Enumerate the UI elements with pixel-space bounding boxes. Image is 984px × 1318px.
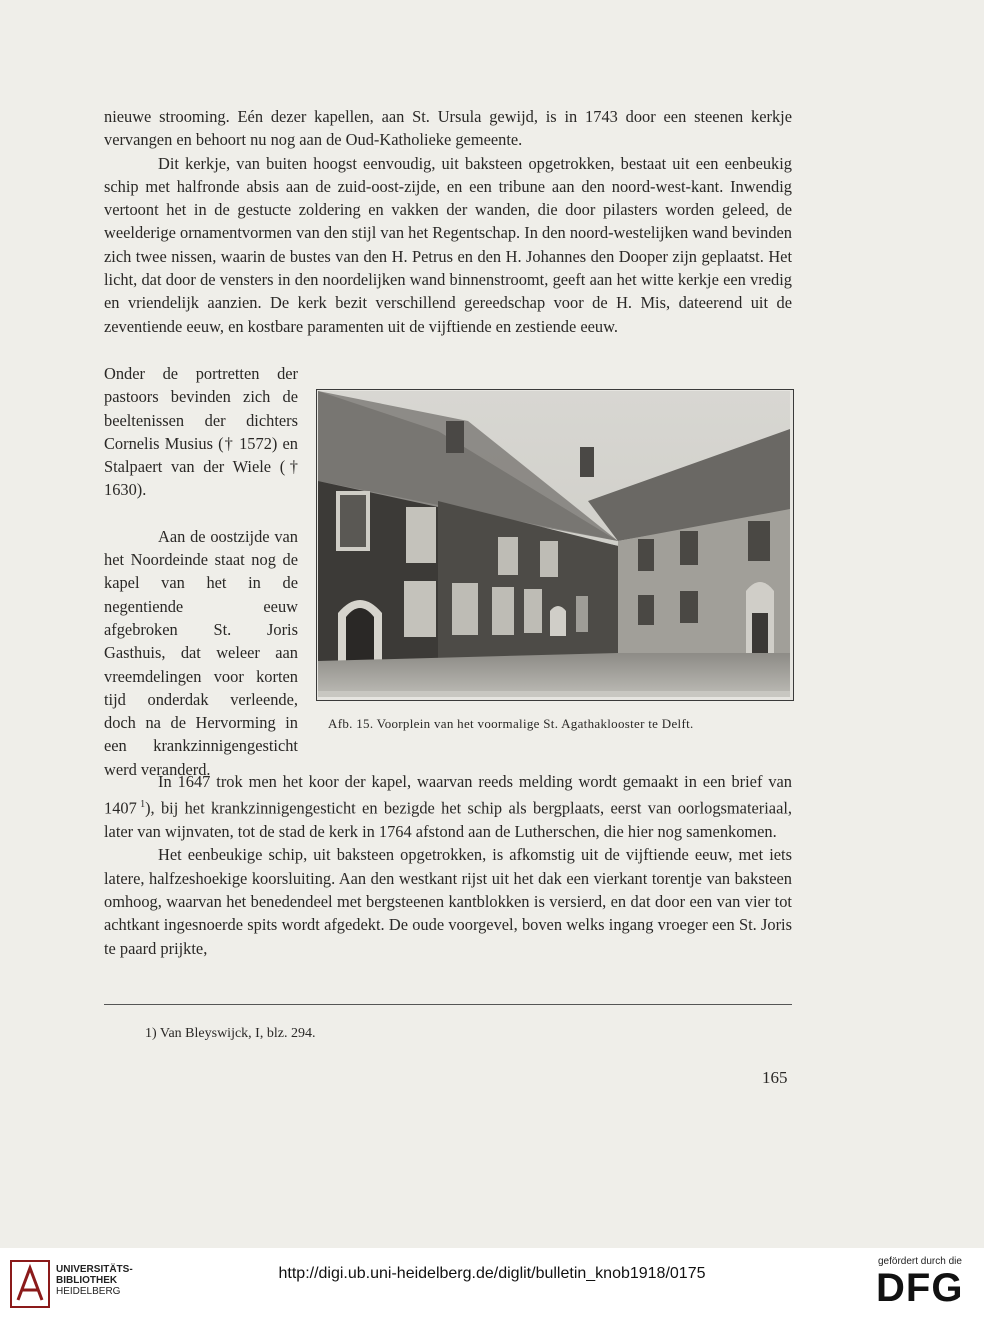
side-paragraph-1: Onder de portretten der pastoors bevinden zich de beeltenissen der dichters Cornelis Musius († 1572) en Stalpaert van der Wiele († 1630). <box>104 364 298 500</box>
source-url-link[interactable]: http://digi.ub.uni-heidelberg.de/diglit/bulletin_knob1918/0175 <box>278 1265 706 1282</box>
text-block-bottom <box>104 770 792 960</box>
footer-bar <box>0 1248 984 1318</box>
paragraph-3 <box>104 770 792 843</box>
page-number: 165 <box>762 1068 788 1087</box>
funded-by-label: gefördert durch die <box>878 1256 962 1267</box>
library-line-2: BIBLIOTHEK <box>56 1275 118 1286</box>
footnote: 1) Van Bleyswijck, I, blz. 294. <box>145 1026 316 1041</box>
paragraph-3-end: ), bij het krankzinnigengesticht en bezigde het schip als bergplaats, eerst van oorlogsmateriaal, later van wijnvaten, tot de stad de kerk in 1764 afstond aan de Lutherschen, die hier nog samenkomen. <box>104 798 792 842</box>
library-line-3: HEIDELBERG <box>56 1286 121 1297</box>
paragraph-4: Het eenbeukige schip, uit baksteen opgetrokken, is afkomstig uit de vijftiende eeuw, met iets latere, halfzeshoekige koorsluiting. Aan den westkant rijst uit het dak een vierkant torentje van baksteen omhoog, waarvan het benedendeel met bergsteenen kantblokken is versierd, en dat door een van vier tot achtkant ingesnoerde spits wordt afgedekt. De oude voorgevel, boven welks ingang vroeger een St. Joris te paard prijkte, <box>104 845 792 958</box>
figure-caption: Afb. 15. Voorplein van het voormalige St. Agathaklooster te Delft. <box>328 716 694 731</box>
dfg-logo[interactable]: DFG <box>876 1266 964 1310</box>
courtyard-photo <box>318 391 790 697</box>
side-column <box>104 362 298 781</box>
footnote-rule <box>104 1004 792 1005</box>
paragraph-1: nieuwe strooming. Eén dezer kapellen, aan St. Ursula gewijd, is in 1743 door een steenen kerkje vervangen en behoort nu nog aan de Oud-Katholieke gemeente. <box>104 107 792 150</box>
footnote-ref: 1 <box>140 799 146 811</box>
paragraph-3-start: In 1647 trok men het koor der kapel, waarvan reeds melding wordt gemaakt in een brief van 1407 <box>104 772 792 818</box>
paragraph-2: Dit kerkje, van buiten hoogst eenvoudig, uit baksteen opgetrokken, bestaat uit een eenbeukig schip met halfronde absis aan de zuid-oost-zijde, en een tribune aan den noord-west-kant. Inwendig vertoont het in de gestucte zoldering en vakken der wanden, die door pilasters worden geleed, de weelderige ornamentvormen van den stijl van het Regentschap. In den noord-westelijken wand bevinden zich twee nissen, waarin de bustes van den H. Petrus en den H. Johannes den Dooper zijn geplaatst. Het licht, dat door de vensters in den noordelijken wand binnenstroomt, geeft aan het witte kerkje een vredig en vriendelijk aanzien. De kerk bezit verschillend gereedschap voor de H. Mis, dateerend uit de zeventiende eeuw, en kostbare paramenten uit de vijftiende en zestiende eeuw. <box>104 153 792 336</box>
side-paragraph-2: Aan de oostzijde van het Noordeinde staat nog de kapel van het in de negentiende eeuw afgebroken St. Joris Gasthuis, dat weleer aan vreemdelingen voor korten tijd onderdak verleende, doch na de Hervorming in een krankzinnigengesticht werd veranderd. <box>104 526 298 779</box>
library-line-1: UNIVERSITÄTS- <box>56 1264 133 1275</box>
figure-photo <box>316 389 794 701</box>
text-block-top <box>104 105 792 338</box>
